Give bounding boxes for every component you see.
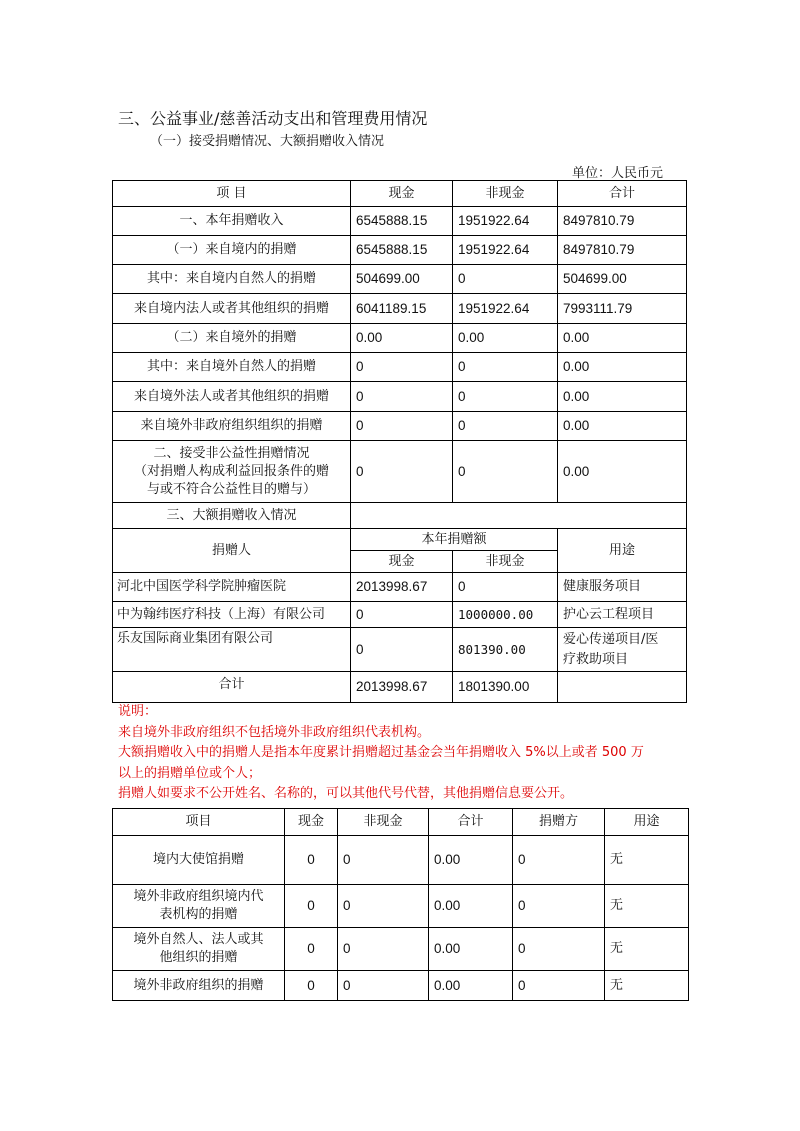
- table-row: [113, 602, 687, 628]
- table-row: [113, 971, 689, 1001]
- header-noncash: 非现金: [338, 809, 429, 836]
- total-use: [558, 672, 687, 703]
- cell-cash: 6545888.15: [351, 207, 453, 236]
- use-line: 爱心传递项目/医: [563, 631, 659, 647]
- table-row: [113, 207, 687, 236]
- noncharity-label-line: 与或不符合公益性目的赠与）: [146, 481, 316, 497]
- cell-cash: 2013998.67: [351, 573, 453, 602]
- notes-line: 大额捐赠收入中的捐赠人是指本年度累计捐赠超过基金会当年捐赠收入 5%以上或者 500 万: [118, 745, 644, 760]
- header-item: 项 目: [113, 181, 351, 207]
- cell-noncash: 0: [453, 265, 558, 294]
- table-row: [113, 573, 687, 602]
- header-year-amount: 本年捐赠额: [351, 529, 558, 551]
- table-row: [113, 353, 687, 382]
- cell-noncash: 0: [453, 382, 558, 412]
- row-label-line: 境内大使馆捐赠: [152, 852, 244, 867]
- cell-cash: 6545888.15: [351, 236, 453, 265]
- cell-donor: 0: [513, 885, 605, 928]
- cell-cash: 0: [285, 836, 338, 885]
- noncharity-label: [113, 441, 351, 503]
- table-header-row: [113, 181, 687, 207]
- cell-total: 0.00: [558, 412, 687, 441]
- header-noncash: 非现金: [453, 551, 558, 573]
- cell-total: 0.00: [429, 885, 513, 928]
- header-noncash: 非现金: [453, 181, 558, 207]
- cell-cash: 6041189.15: [351, 294, 453, 324]
- cell-total: 0.00: [558, 324, 687, 353]
- row-label-line: 他组织的捐赠: [159, 950, 238, 965]
- table-row: [113, 628, 687, 672]
- cell-total: 0.00: [429, 928, 513, 971]
- cell-total: 0.00: [429, 836, 513, 885]
- notes-line: 来自境外非政府组织不包括境外非政府组织代表机构。: [118, 724, 431, 740]
- row-label: （一）来自境内的捐赠: [113, 236, 351, 265]
- section-title: 三、公益事业/慈善活动支出和管理费用情况: [118, 109, 428, 128]
- cell-cash: 0: [351, 602, 453, 628]
- notes-line: 以上的捐赠单位或个人；: [118, 765, 262, 781]
- donor-name: 河北中国医学科学院肿瘤医院: [113, 573, 351, 602]
- large-donation-section-row: [113, 503, 687, 529]
- large-donation-section-blank: [351, 503, 687, 529]
- row-label-line: 境外自然人、法人或其: [133, 932, 264, 947]
- large-header-row: [113, 529, 687, 551]
- table-row: [113, 236, 687, 265]
- cell-donor: 0: [513, 928, 605, 971]
- cell-total: 7993111.79: [558, 294, 687, 324]
- cell-noncash: 0: [338, 928, 429, 971]
- cell-noncash: 1951922.64: [453, 236, 558, 265]
- row-label: 其中：来自境内自然人的捐赠: [113, 265, 351, 294]
- row-label: [113, 928, 285, 971]
- cell-cash: 0: [285, 971, 338, 1001]
- cell-use: 无: [605, 885, 689, 928]
- table-row: [113, 928, 689, 971]
- noncharity-row: [113, 441, 687, 503]
- cell-cash: 0: [285, 928, 338, 971]
- cell-total: 8497810.79: [558, 207, 687, 236]
- cell-use: 无: [605, 928, 689, 971]
- cell-total: 0.00: [558, 382, 687, 412]
- header-cash: 现金: [351, 551, 453, 573]
- donor-name: 乐友国际商业集团有限公司: [113, 628, 351, 672]
- header-donor: 捐赠人: [113, 529, 351, 573]
- cell-noncash: 0: [453, 441, 558, 503]
- row-label-line: 表机构的捐赠: [159, 907, 238, 922]
- row-label: 来自境外非政府组织组织的捐赠: [113, 412, 351, 441]
- cell-total: 504699.00: [558, 265, 687, 294]
- row-label: 来自境外法人或者其他组织的捐赠: [113, 382, 351, 412]
- row-label: [113, 971, 285, 1001]
- cell-cash: 0: [351, 382, 453, 412]
- table-row: [113, 294, 687, 324]
- table-row: [113, 265, 687, 294]
- cell-noncash: 0.00: [453, 324, 558, 353]
- total-noncash: 1801390.00: [453, 672, 558, 703]
- header-cash: 现金: [351, 181, 453, 207]
- header-total: 合计: [429, 809, 513, 836]
- cell-donor: 0: [513, 971, 605, 1001]
- cell-noncash: 1951922.64: [453, 294, 558, 324]
- cell-total: 0.00: [429, 971, 513, 1001]
- cell-cash: 0: [351, 628, 453, 672]
- cell-cash: 0: [351, 412, 453, 441]
- row-label-line: 境外非政府组织境内代: [133, 889, 264, 904]
- foreign-donation-table: [112, 808, 689, 1001]
- row-label-line: 境外非政府组织的捐赠: [133, 977, 264, 993]
- total-label: 合计: [113, 672, 351, 703]
- notes: [118, 702, 698, 805]
- cell-noncash: 0: [338, 885, 429, 928]
- noncharity-label-line: 二、接受非公益性捐赠情况: [153, 445, 310, 461]
- row-label: 来自境内法人或者其他组织的捐赠: [113, 294, 351, 324]
- table-row: [113, 382, 687, 412]
- row-label: 一、本年捐赠收入: [113, 207, 351, 236]
- header-cash: 现金: [285, 809, 338, 836]
- row-label: [113, 836, 285, 885]
- notes-line: 捐赠人如要求不公开姓名、名称的，可以其他代号代替，其他捐赠信息要公开。: [118, 786, 574, 801]
- total-cash: 2013998.67: [351, 672, 453, 703]
- notes-title: 说明：: [118, 704, 158, 719]
- donation-income-table: [112, 180, 687, 703]
- table-row: [113, 412, 687, 441]
- cell-use: 无: [605, 971, 689, 1001]
- donor-name: 中为翰纬医疗科技（上海）有限公司: [113, 602, 351, 628]
- use-line: 疗救助项目: [563, 651, 629, 667]
- cell-total: 8497810.79: [558, 236, 687, 265]
- unit-label: 单位：人民币元: [572, 166, 664, 181]
- table-header-row: [113, 809, 689, 836]
- table-row: [113, 324, 687, 353]
- cell-cash: 0: [351, 441, 453, 503]
- cell-cash: 0: [351, 353, 453, 382]
- cell-total: 0.00: [558, 353, 687, 382]
- cell-total: 0.00: [558, 441, 687, 503]
- cell-use: 护心云工程项目: [558, 602, 687, 628]
- row-label: [113, 885, 285, 928]
- cell-cash: 504699.00: [351, 265, 453, 294]
- cell-noncash: 0: [453, 353, 558, 382]
- cell-noncash: 0: [453, 573, 558, 602]
- cell-use: 健康服务项目: [558, 573, 687, 602]
- table-row: [113, 836, 689, 885]
- large-total-row: [113, 672, 687, 703]
- table-row: [113, 885, 689, 928]
- subsection-title: （一）接受捐赠情况、大额捐赠收入情况: [150, 134, 385, 149]
- header-use: 用途: [558, 529, 687, 573]
- header-use: 用途: [605, 809, 689, 836]
- header-donor: 捐赠方: [513, 809, 605, 836]
- cell-donor: 0: [513, 836, 605, 885]
- cell-noncash: 0: [338, 836, 429, 885]
- cell-noncash: 1000000.00: [453, 602, 558, 628]
- cell-noncash: 0: [453, 412, 558, 441]
- row-label: 其中：来自境外自然人的捐赠: [113, 353, 351, 382]
- row-label: （二）来自境外的捐赠: [113, 324, 351, 353]
- cell-noncash: 0: [338, 971, 429, 1001]
- header-total: 合计: [558, 181, 687, 207]
- cell-use: 无: [605, 836, 689, 885]
- cell-noncash: 1951922.64: [453, 207, 558, 236]
- cell-cash: 0.00: [351, 324, 453, 353]
- header-item: 项目: [113, 809, 285, 836]
- cell-cash: 0: [285, 885, 338, 928]
- cell-use: [558, 628, 687, 672]
- large-donation-section-label: 三、大额捐赠收入情况: [113, 503, 351, 529]
- cell-noncash: 801390.00: [453, 628, 558, 672]
- noncharity-label-line: （对捐赠人构成利益回报条件的赠: [133, 463, 329, 479]
